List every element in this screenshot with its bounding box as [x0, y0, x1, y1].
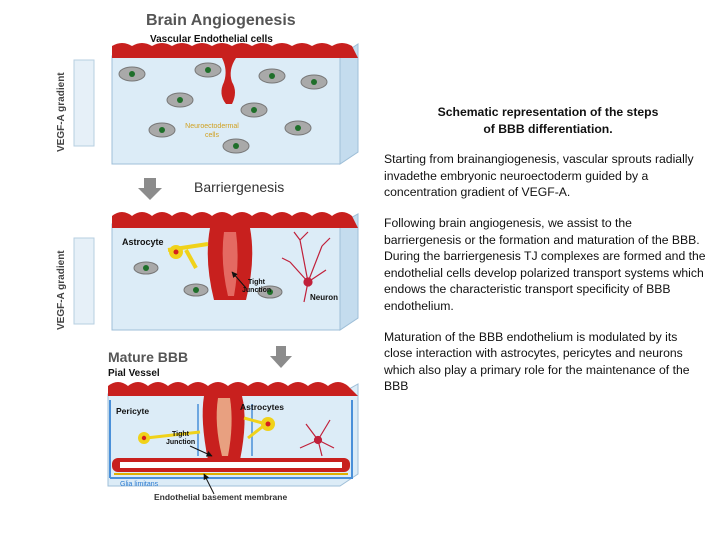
vegf-gradient-label-2: VEGF-A gradient: [56, 250, 67, 330]
barriergenesis-title: Barriergenesis: [194, 179, 285, 195]
vegf-gradient-label: VEGF-A gradient: [56, 72, 67, 152]
panel1-subtitle: Vascular Endothelial cells: [150, 34, 273, 45]
pericyte-label: Pericyte: [116, 406, 150, 416]
mature-bbb-title: Mature BBB: [108, 349, 189, 365]
panel-mature-bbb: [108, 382, 358, 502]
figure-title: Brain Angiogenesis: [146, 12, 296, 29]
endothelial-layer: [112, 43, 358, 58]
junction-label: Junction: [242, 287, 272, 294]
astrocytes-label: Astrocytes: [240, 402, 284, 412]
caption-title-line-1: Schematic representation of the steps: [437, 105, 659, 119]
tight-label: Tight: [248, 279, 265, 286]
down-arrow-2: [270, 346, 292, 368]
cells-label: cells: [204, 132, 220, 139]
basement-membrane-label: Endothelial basement membrane: [154, 492, 288, 502]
junction-label-2: Junction: [166, 439, 196, 446]
panel-barriergenesis: [56, 212, 358, 330]
vegf-gradient-bar: [74, 60, 94, 146]
pial-vessel-label: Pial Vessel: [108, 368, 160, 379]
astrocyte-label: Astrocyte: [122, 237, 164, 247]
neuroectodermal-label: Neuroectodermal: [185, 123, 239, 130]
tight-label-2: Tight: [172, 431, 189, 438]
caption-paragraph-barriergenesis: Following brain angiogenesis, we assist to the barriergenesis or the formation and maturation of the BBB. During the barriergenesis TJ complexes are formed and the endothelial cells develop polarized transport systems which endows the characteristic transport specificity of BBB endothelium.: [384, 215, 706, 313]
endothelial-layer-3: [108, 382, 358, 396]
panel-angiogenesis: [56, 34, 358, 164]
caption-paragraph-angiogenesis: Starting from brainangiogenesis, vascular sprouts radially invadethe embryonic neuroectoderm guided by a concentration gradient of VEGF-A.: [384, 152, 694, 200]
endothelial-layer-2: [112, 212, 358, 228]
caption-paragraph-maturation: Maturation of the BBB endothelium is modulated by its close interaction with astrocytes, pericytes and neurons which also play a primary role for the maintenance of the BBB: [384, 329, 690, 394]
down-arrow-1: [138, 178, 162, 200]
caption-title: [384, 104, 706, 137]
caption-column: [384, 104, 706, 409]
vegf-gradient-bar-2: [74, 238, 94, 324]
neuron-label: Neuron: [310, 293, 338, 302]
glia-limitans-label: Glia limitans: [120, 481, 159, 488]
caption-title-line-2: of BBB differentiation.: [483, 121, 613, 136]
